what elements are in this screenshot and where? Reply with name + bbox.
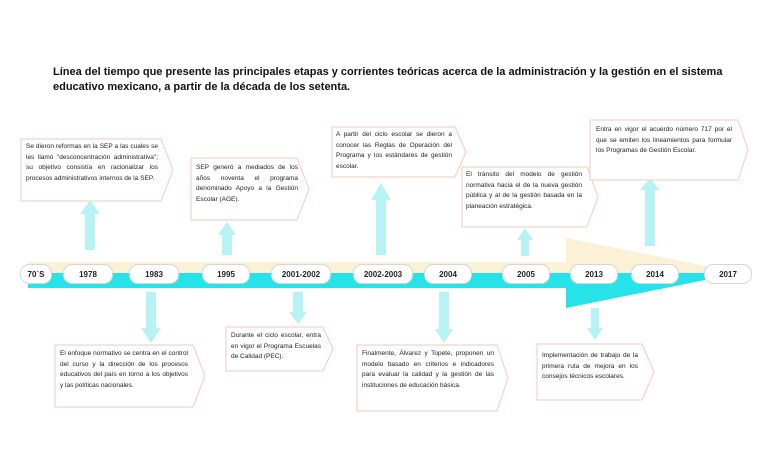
year-label-2014: 2014 [631,264,679,284]
connector-1995 [218,222,236,255]
connector-2004 [435,292,453,343]
connector-2002 [371,183,391,255]
year-label-2004: 2004 [424,264,472,284]
year-label-2001-2002: 2001-2002 [271,264,331,284]
year-label-1978: 1978 [63,264,113,284]
note-1983: El enfoque normativo se centra en el control del curso y la dirección de los procesos educativos del país en torno a los objetivos y las políticas nacionales. [60,350,188,389]
note-1978: Se dieron reformas en la SEP a las cuales se les llamó "desconcentración administrativa"; su objetivo consistía en racionalizar los procesos administrativos internos de la SEP. [26,143,158,182]
year-label-70s: 70´S [20,264,52,284]
year-label-1995: 1995 [202,264,250,284]
page-title: Línea del tiempo que presente las principales etapas y corrientes teóricas acerca de la administración y la gestión en el sistema educativo mexicano, a partir de la década de los setenta. [53,66,723,93]
connector-1978 [80,200,100,250]
connector-2001 [289,292,307,324]
connector-1983 [141,292,161,343]
connector-2005 [517,228,533,256]
note-2001: Durante el ciclo escolar, entra en vigor el Programa Escuelas de Calidad (PEC). [231,332,321,360]
note-2014: Entra en vigor el acuerdo número 717 por el que se emiten los lineamientos para formular los Programas de Gestión Escolar. [596,126,732,154]
connector-2013 [587,308,603,340]
note-2013: Implementación de trabajo de la primera ruta de mejora en los consejos técnicos escolares. [542,352,638,380]
note-2002: A partir del ciclo escolar se dieron a conocer las Reglas de Operación del Programa y los estándares de gestión escolar. [336,131,452,170]
connector-2014 [640,178,660,246]
note-2004: Finalmente, Álvarez y Topete, proponen un modelo basado en criterios e indicadores para evaluar la calidad y la gestión de las instituciones de educación básica. [362,350,494,389]
year-label-2013: 2013 [570,264,618,284]
note-1995: SEP generó a mediados de los años noventa el programa denominado Apoyo a la Gestión Escolar (AGE). [196,164,298,203]
year-label-2017: 2017 [704,264,752,284]
year-label-1983: 1983 [129,264,179,284]
year-label-2005: 2005 [502,264,550,284]
note-2005: El tránsito del modelo de gestión normativa hacia el de la nueva gestión pública y al de la gestión basada en la planeación estratégica. [466,171,582,210]
year-label-2002-2003: 2002-2003 [353,264,413,284]
